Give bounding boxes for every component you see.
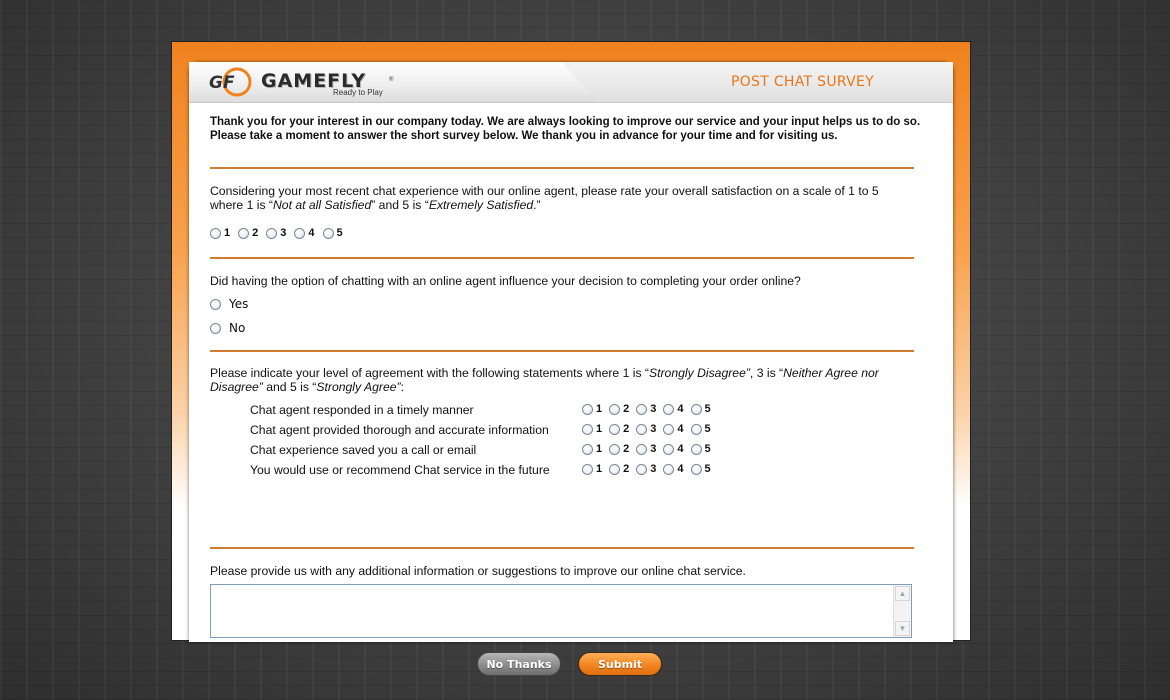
q1-rating-group (210, 227, 351, 239)
rating-option-3[interactable]: 3 (636, 463, 656, 475)
radio-button[interactable] (582, 424, 593, 435)
radio-button[interactable] (210, 299, 221, 310)
radio-button[interactable] (663, 424, 674, 435)
radio-button[interactable] (323, 228, 334, 239)
radio-button[interactable] (691, 464, 702, 475)
statement-rating-group (582, 463, 718, 475)
q3-text-part: : (400, 380, 404, 394)
q1-scale-low-label: Not at all Satisfied (273, 198, 372, 212)
scroll-up-icon[interactable]: ▲ (895, 586, 910, 601)
statement-rating-group (582, 423, 718, 435)
q1-option-5[interactable]: 5 (323, 227, 343, 239)
rating-option-2[interactable]: 2 (609, 423, 629, 435)
textarea-scrollbar[interactable] (893, 585, 911, 637)
intro-text: Thank you for your interest in our company today. We are always looking to improve our service and your input helps us to do so. Please take a moment to answer the short survey below. We thank you in advance for your time and for visiting us. (210, 116, 921, 142)
statement-label: You would use or recommend Chat service in the future (250, 463, 550, 477)
rating-option-4[interactable]: 4 (663, 403, 683, 415)
radio-button[interactable] (210, 228, 221, 239)
rating-option-2[interactable]: 2 (609, 463, 629, 475)
q3-scale-low-label: Strongly Disagree” (648, 366, 750, 380)
radio-button[interactable] (266, 228, 277, 239)
rating-option-1[interactable]: 1 (582, 423, 602, 435)
survey-content (210, 115, 934, 671)
gamefly-logo-mark-icon (207, 67, 255, 97)
q3-scale-high-label: Strongly Agree” (316, 380, 401, 394)
statement-label: Chat experience saved you a call or email (250, 443, 477, 457)
q1-option-1[interactable]: 1 (210, 227, 230, 239)
q1-text-part: Considering your most recent chat experience with our online agent, please rate your overall satisfaction on a scale of 1 to 5 where 1 is “ (210, 184, 879, 212)
survey-panel (189, 62, 953, 671)
rating-option-2[interactable]: 2 (609, 443, 629, 455)
statement-label: Chat agent provided thorough and accurate information (250, 423, 549, 437)
radio-button[interactable] (609, 464, 620, 475)
q3-scale-mid-label: Neither Agree nor Disagree” (210, 366, 879, 394)
question-3-text (210, 366, 914, 394)
logo-tagline: Ready to Play (333, 88, 383, 97)
rating-option-5[interactable]: 5 (691, 463, 711, 475)
rating-option-5[interactable]: 5 (691, 443, 711, 455)
radio-button[interactable] (609, 444, 620, 455)
section-divider (210, 547, 914, 549)
radio-button[interactable] (609, 424, 620, 435)
radio-button[interactable] (294, 228, 305, 239)
radio-button[interactable] (636, 444, 647, 455)
radio-button[interactable] (609, 404, 620, 415)
statement-rating-group (582, 403, 718, 415)
radio-button[interactable] (636, 464, 647, 475)
section-divider (210, 167, 914, 169)
page-title: POST CHAT SURVEY (731, 74, 875, 90)
radio-button[interactable] (663, 444, 674, 455)
radio-button[interactable] (582, 404, 593, 415)
logo-wordmark: GAMEFLY (261, 70, 367, 92)
submit-button[interactable]: Submit (578, 652, 662, 676)
radio-button[interactable] (210, 323, 221, 334)
question-2-text: Did having the option of chatting with an online agent influence your decision to completing your order online? (210, 274, 801, 288)
radio-button[interactable] (636, 424, 647, 435)
q1-scale-high-label: Extremely Satisfied (428, 198, 534, 212)
rating-option-3[interactable]: 3 (636, 443, 656, 455)
survey-frame (171, 41, 971, 671)
gamefly-logo (207, 65, 397, 99)
radio-button[interactable] (691, 424, 702, 435)
q2-option-no[interactable] (210, 321, 245, 335)
rating-option-1[interactable]: 1 (582, 443, 602, 455)
logo-registered-mark: ® (389, 77, 394, 83)
suggestions-textarea-box (210, 584, 912, 638)
statement-label: Chat agent responded in a timely manner (250, 403, 474, 417)
q3-text-part: and 5 is “ (262, 380, 317, 394)
radio-button[interactable] (691, 444, 702, 455)
q1-text-part: .” (533, 198, 541, 212)
rating-option-4[interactable]: 4 (663, 423, 683, 435)
rating-option-5[interactable]: 5 (691, 423, 711, 435)
rating-option-4[interactable]: 4 (663, 443, 683, 455)
scroll-down-icon[interactable]: ▼ (895, 621, 910, 636)
logo-mark-text: GF (209, 73, 235, 93)
q3-text-part: , 3 is “ (749, 366, 784, 380)
section-divider (210, 350, 914, 352)
q1-option-3[interactable]: 3 (266, 227, 286, 239)
question-1-text (210, 184, 914, 212)
q2-yes-label: Yes (229, 297, 249, 311)
q2-option-yes[interactable] (210, 297, 248, 311)
radio-button[interactable] (582, 444, 593, 455)
q1-text-part: ” and 5 is “ (371, 198, 429, 212)
rating-option-3[interactable]: 3 (636, 403, 656, 415)
suggestions-textarea[interactable] (211, 585, 893, 637)
question-4-text: Please provide us with any additional information or suggestions to improve our online chat service. (210, 564, 746, 578)
rating-option-5[interactable]: 5 (691, 403, 711, 415)
radio-button[interactable] (663, 464, 674, 475)
survey-header (189, 62, 953, 103)
rating-option-4[interactable]: 4 (663, 463, 683, 475)
radio-button[interactable] (691, 404, 702, 415)
q1-option-2[interactable]: 2 (238, 227, 258, 239)
statement-rating-group (582, 443, 718, 455)
radio-button[interactable] (636, 404, 647, 415)
q2-no-label: No (229, 321, 246, 335)
q1-option-4[interactable]: 4 (294, 227, 314, 239)
rating-option-1[interactable]: 1 (582, 463, 602, 475)
radio-button[interactable] (582, 464, 593, 475)
no-thanks-button[interactable]: No Thanks (477, 652, 561, 676)
rating-option-1[interactable]: 1 (582, 403, 602, 415)
radio-button[interactable] (663, 404, 674, 415)
q3-text-part: Please indicate your level of agreement with the following statements where 1 is “ (210, 366, 649, 380)
radio-button[interactable] (238, 228, 249, 239)
rating-option-2[interactable]: 2 (609, 403, 629, 415)
section-divider (210, 257, 914, 259)
rating-option-3[interactable]: 3 (636, 423, 656, 435)
